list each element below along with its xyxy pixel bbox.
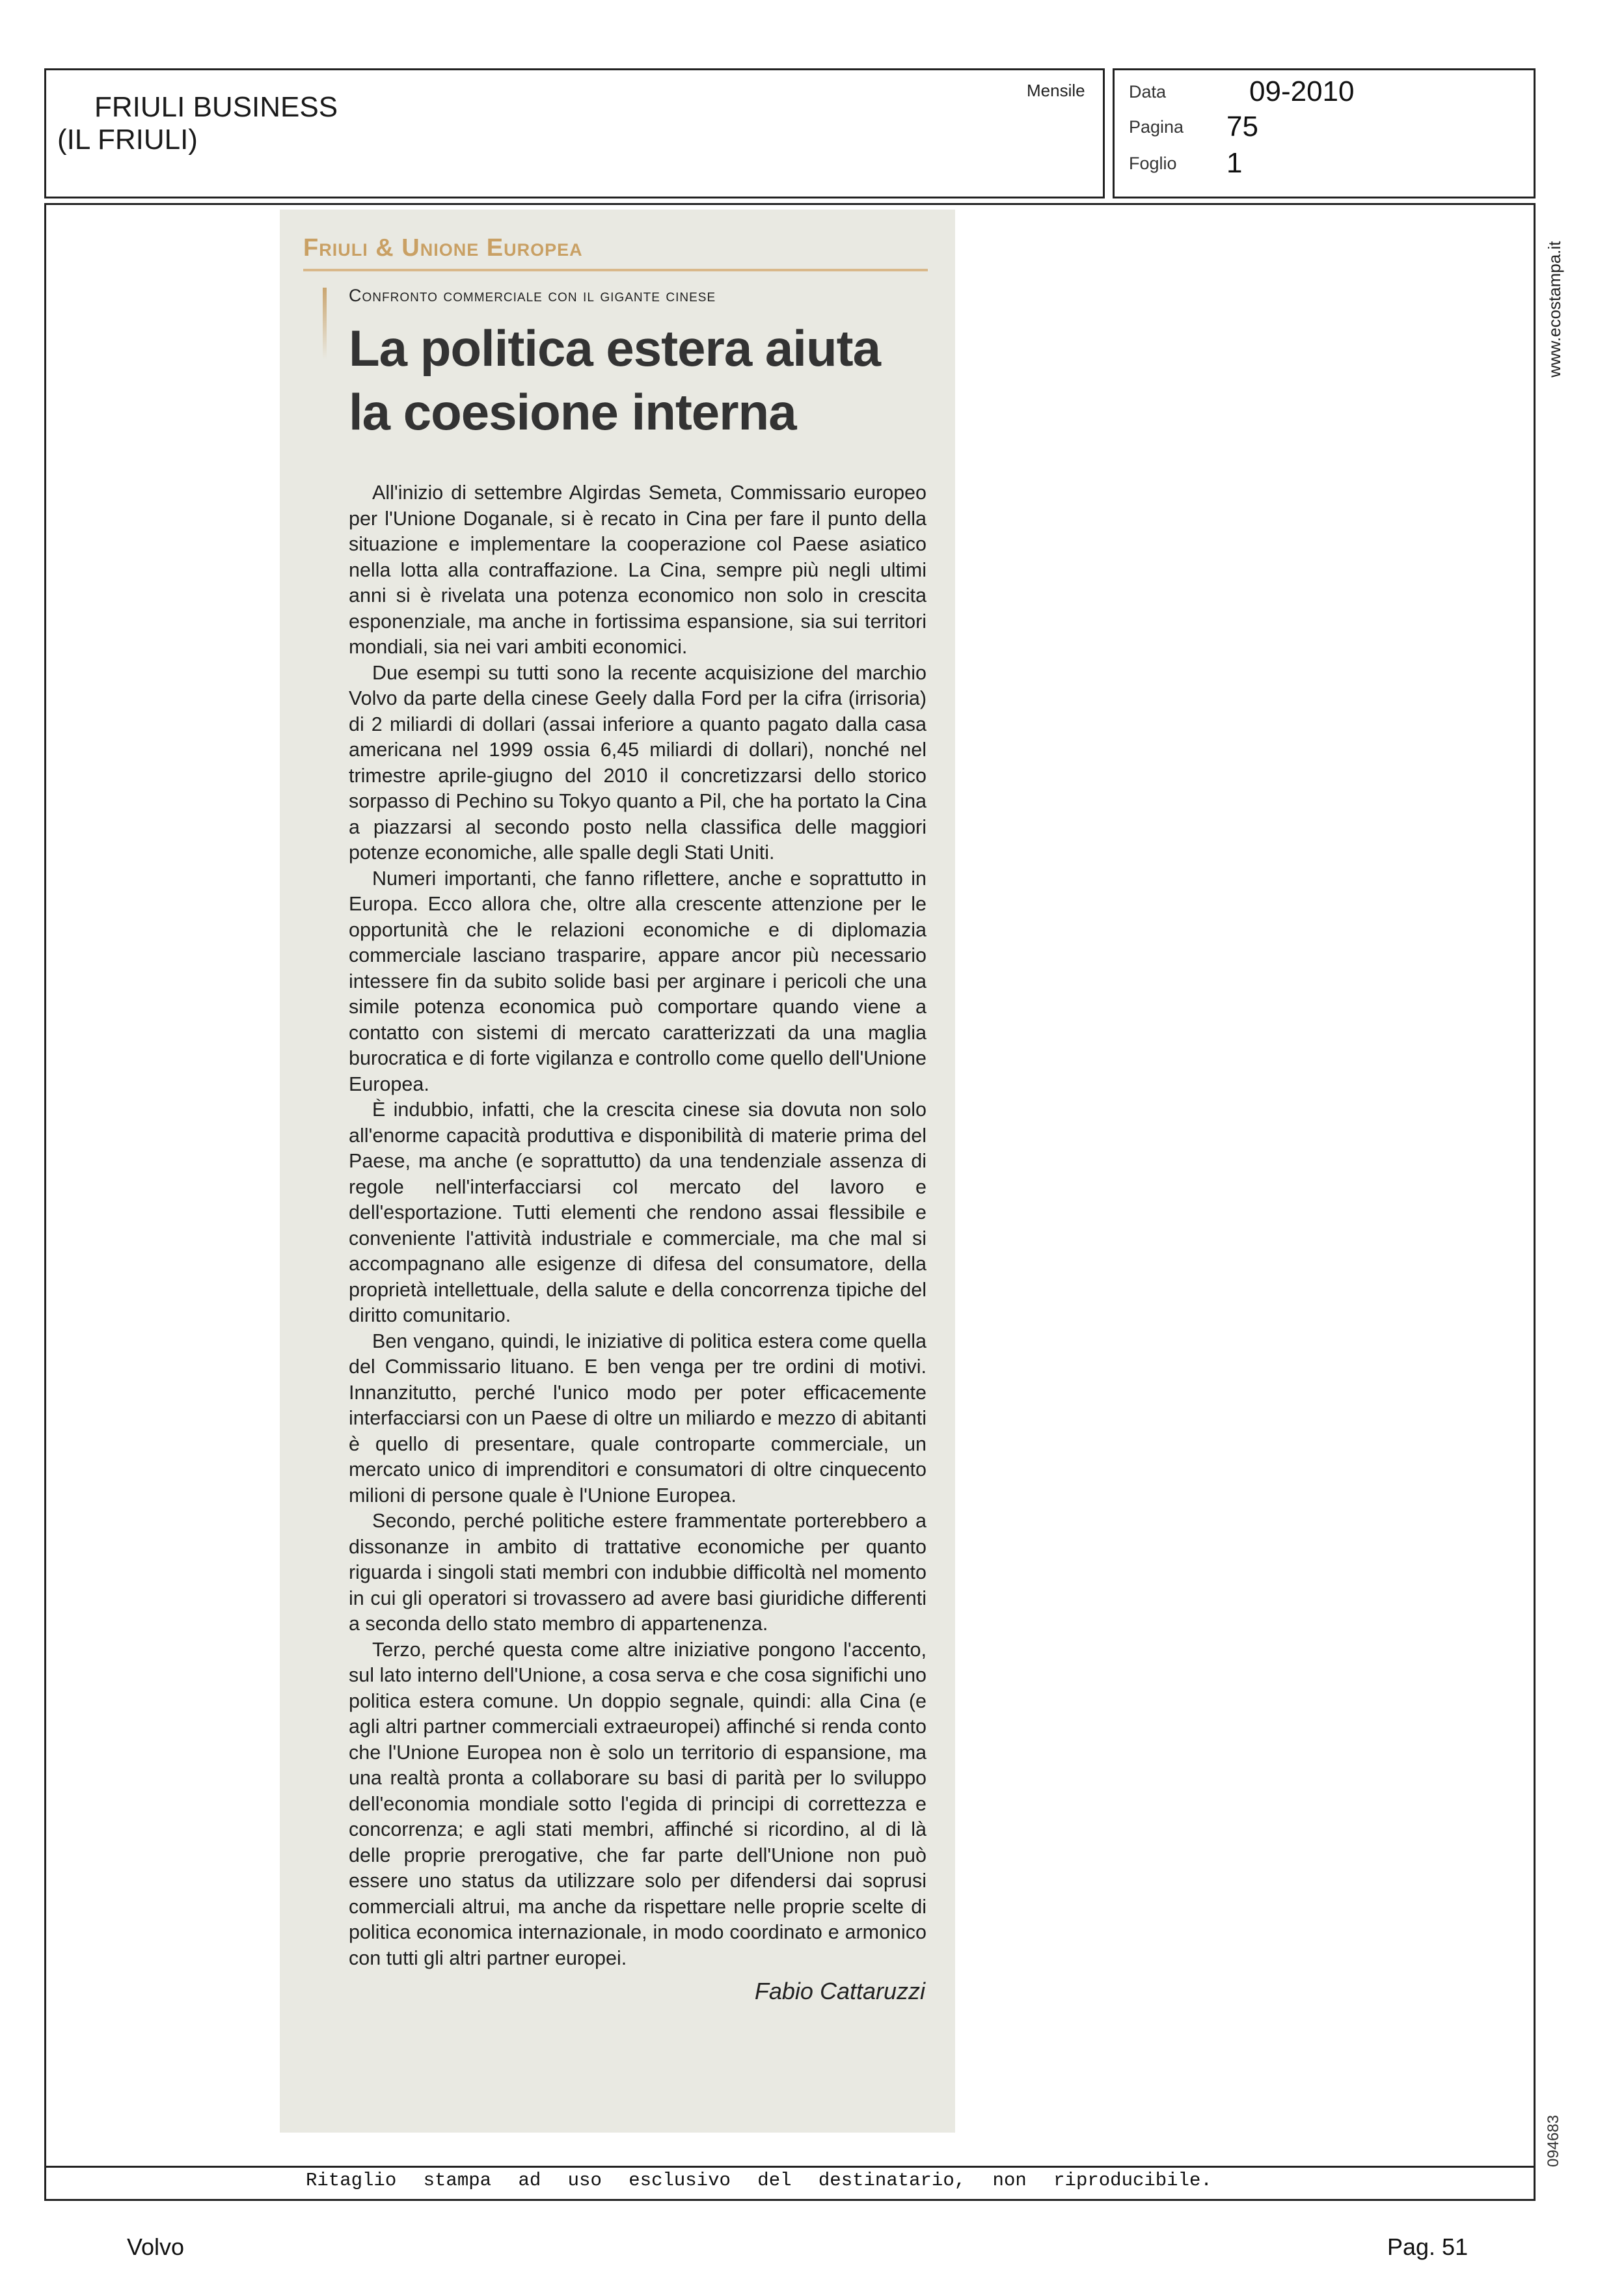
- side-code: 094683: [1545, 2114, 1562, 2167]
- article-clipping: [280, 210, 955, 2133]
- page-value: 75: [1226, 111, 1258, 143]
- article-paragraph: È indubbio, infatti, che la crescita cinese sia dovuta non solo all'enorme capacità produttiva e disponibilità di materie prima del Paese, ma anche (e soprattutto) da una tendenziale assenza di regole nell'interfacciarsi col mercato del lavoro e dell'esportazione. Tutti elementi che rendono assai flessibile e conveniente l'attività industriale e commerciale, ma che mal si accompagnano alle esigenze di difesa del consumatore, della proprietà intellettuale, della salute e della concorrenza tipiche del diritto comunitario.: [349, 1099, 927, 1326]
- date-value: 09-2010: [1249, 75, 1355, 107]
- article-body: [349, 480, 927, 1971]
- footer-divider: [44, 2166, 1536, 2168]
- date-label: Data: [1129, 82, 1167, 102]
- article-paragraph: All'inizio di settembre Algirdas Semeta, Commissario europeo per l'Unione Doganale, si è recato in Cina per fare il punto della situazione e implementare la cooperazione col Paese asiatico nella lotta alla contraffazione. La Cina, sempre più negli ultimi anni si è rivelata una potenza economico non solo in crescita esponenziale, ma anche in fortissima espansione, sia sui territori mondiali, sia nei vari ambiti economici.: [349, 482, 927, 658]
- sheet-label: Foglio: [1129, 154, 1177, 173]
- sheet-value: 1: [1226, 147, 1243, 179]
- section-label: Friuli & Unione Europea: [303, 234, 583, 262]
- publication-name: FRIULI BUSINESS: [94, 91, 338, 123]
- headline-line-1: La politica estera aiuta: [349, 320, 880, 377]
- publication-subtitle: (IL FRIULI): [57, 124, 198, 156]
- side-url: www.ecostampa.it: [1545, 241, 1564, 377]
- page-number: Pag. 51: [1387, 2233, 1468, 2260]
- page-label: Pagina: [1129, 117, 1184, 137]
- page-subject: Volvo: [127, 2233, 185, 2260]
- article-paragraph: Ben vengano, quindi, le iniziative di politica estera come quella del Commissario lituano. E ben venga per tre ordini di motivi. Innanzitutto, perché l'unico modo per poter efficacemente interfacciarsi con un Paese di oltre un miliardo e mezzo di abitanti è quello di presentare, quale controparte commerciale, un mercato unico di imprenditori e consumatori di oltre cinquecento milioni di persone quale è l'Unione Europea.: [349, 1330, 927, 1507]
- frequency-label: Mensile: [1027, 81, 1085, 100]
- accent-bar: [323, 288, 327, 359]
- article-paragraph: Due esempi su tutti sono la recente acquisizione del marchio Volvo da parte della cinese Geely dalla Ford per la cifra (irrisoria) di 2 miliardi di dollari (assai inferiore a quanto pagato dalla casa americana nel 1999 ossia 6,45 miliardi di dollari), nonché nel trimestre aprile-giugno del 2010 il concretizzarsi dello storico sorpasso di Pechino su Tokyo quanto a Pil, che ha portato la Cina a piazzarsi al secondo posto nella classifica delle maggiori potenze economiche, alle spalle degli Stati Uniti.: [349, 661, 927, 864]
- article-paragraph: Numeri importanti, che fanno riflettere, anche e soprattutto in Europa. Ecco allora che, oltre alla crescente attenzione per le opportunità che le relazioni economiche e di diplomazia commerciale lasciano trasparire, appare ancor più necessario intessere fin da subito solide basi per arginare i pericoli che una simile potenza economica può comportare quando viene a contatto con sistemi di mercato caratterizzati da una maglia burocratica e di forte vigilanza e controllo come quello dell'Unione Europea.: [349, 867, 927, 1095]
- headline-line-2: la coesione interna: [349, 383, 796, 441]
- article-paragraph: Secondo, perché politiche estere frammentate porterebbero a dissonanze in ambito di trattative economiche per quanto riguarda i singoli stati membri con indubbie difficoltà nel momento in cui gli operatori si trovassero ad avere basi giuridiche differenti a seconda dello stato membro di appartenenza.: [349, 1510, 927, 1635]
- article-kicker: Confronto commerciale con il gigante cinese: [349, 286, 716, 305]
- article-byline: Fabio Cattaruzzi: [754, 1978, 925, 2004]
- section-divider: [303, 269, 928, 271]
- header-publication-box: [44, 68, 1105, 198]
- article-headline: [349, 316, 938, 444]
- article-paragraph: Terzo, perché questa come altre iniziative pongono l'accento, sul lato interno dell'Unione, a cosa serva e che cosa significhi uno politica estera comune. Un doppio segnale, quindi: alla Cina (e agli altri partner commerciali extraeuropei) affinché si renda conto che l'Unione Europea non è solo un territorio di espansione, ma una realtà pronta a collaborare su basi di parità per lo sviluppo dell'economia mondiale sotto l'egida di principi di correttezza e concorrenza; e agli stati membri, affinché si ricordino, al di là delle proprie prerogative, che far parte dell'Unione non può essere uno status da utilizzare solo per difendersi dai soprusi commerciali altrui, ma anche da rispettare nelle proprie scelte di politica economica internazionale, in modo coordinato e armonico con tutti gli altri partner europei.: [349, 1638, 927, 1969]
- copyright-notice: Ritaglio stampa ad uso esclusivo del destinatario, non riproducibile.: [306, 2170, 1212, 2191]
